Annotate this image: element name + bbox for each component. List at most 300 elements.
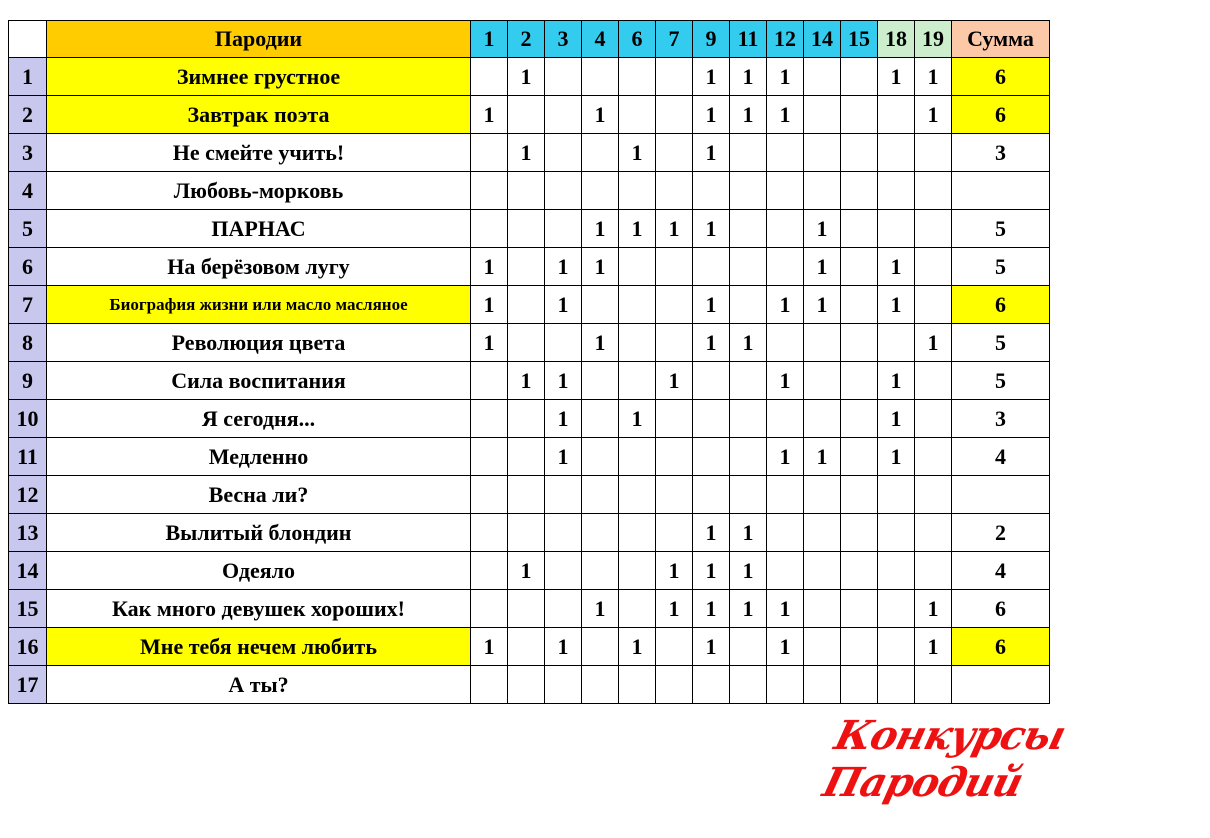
parody-title: Сила воспитания xyxy=(47,362,471,400)
vote-cell xyxy=(841,96,878,134)
parody-title: Весна ли? xyxy=(47,476,471,514)
vote-cell xyxy=(767,172,804,210)
parody-title: Не смейте учить! xyxy=(47,134,471,172)
table-row xyxy=(9,476,1050,514)
vote-cell xyxy=(508,438,545,476)
vote-cell xyxy=(656,172,693,210)
vote-cell xyxy=(878,96,915,134)
table-row xyxy=(9,286,1050,324)
vote-cell: 1 xyxy=(730,96,767,134)
parody-title: Любовь-морковь xyxy=(47,172,471,210)
parody-title: На берёзовом лугу xyxy=(47,248,471,286)
sum-cell: 6 xyxy=(952,96,1050,134)
vote-cell xyxy=(619,248,656,286)
vote-cell: 1 xyxy=(878,58,915,96)
vote-cell: 1 xyxy=(471,628,508,666)
table-row xyxy=(9,590,1050,628)
vote-cell xyxy=(471,172,508,210)
row-number: 11 xyxy=(9,438,47,476)
vote-cell xyxy=(656,666,693,704)
table-row xyxy=(9,248,1050,286)
vote-cell: 1 xyxy=(619,400,656,438)
vote-cell xyxy=(619,58,656,96)
vote-cell: 1 xyxy=(693,286,730,324)
vote-cell xyxy=(545,666,582,704)
vote-cell xyxy=(730,362,767,400)
sum-cell xyxy=(952,666,1050,704)
vote-cell xyxy=(656,286,693,324)
vote-cell xyxy=(619,438,656,476)
vote-cell xyxy=(804,590,841,628)
vote-cell xyxy=(471,590,508,628)
vote-cell xyxy=(508,628,545,666)
vote-cell xyxy=(878,666,915,704)
row-number: 10 xyxy=(9,400,47,438)
vote-cell xyxy=(471,362,508,400)
sum-cell: 4 xyxy=(952,552,1050,590)
row-number: 16 xyxy=(9,628,47,666)
parody-title: Я сегодня... xyxy=(47,400,471,438)
vote-cell: 1 xyxy=(767,96,804,134)
vote-cell xyxy=(619,590,656,628)
vote-cell xyxy=(619,514,656,552)
vote-cell: 1 xyxy=(545,400,582,438)
vote-cell: 1 xyxy=(767,438,804,476)
vote-cell xyxy=(508,210,545,248)
sum-cell: 5 xyxy=(952,248,1050,286)
parody-title: А ты? xyxy=(47,666,471,704)
row-number: 15 xyxy=(9,590,47,628)
sum-cell: 5 xyxy=(952,210,1050,248)
vote-cell xyxy=(508,400,545,438)
parody-title: Завтрак поэта xyxy=(47,96,471,134)
vote-cell xyxy=(804,552,841,590)
judge-header: 14 xyxy=(804,21,841,58)
table-row xyxy=(9,96,1050,134)
vote-cell: 1 xyxy=(656,552,693,590)
vote-cell: 1 xyxy=(878,248,915,286)
parody-title: ПАРНАС xyxy=(47,210,471,248)
vote-cell xyxy=(545,590,582,628)
vote-cell xyxy=(804,172,841,210)
row-number: 7 xyxy=(9,286,47,324)
vote-cell xyxy=(804,96,841,134)
table-row xyxy=(9,400,1050,438)
vote-cell xyxy=(508,514,545,552)
table-row xyxy=(9,134,1050,172)
judge-header: 7 xyxy=(656,21,693,58)
vote-cell xyxy=(804,362,841,400)
vote-cell: 1 xyxy=(730,590,767,628)
vote-cell xyxy=(471,210,508,248)
vote-cell xyxy=(508,172,545,210)
vote-cell xyxy=(841,324,878,362)
vote-cell xyxy=(693,362,730,400)
vote-cell: 1 xyxy=(582,248,619,286)
vote-cell: 1 xyxy=(471,96,508,134)
vote-cell xyxy=(767,400,804,438)
vote-cell xyxy=(471,134,508,172)
parody-title: Как много девушек хороших! xyxy=(47,590,471,628)
vote-cell xyxy=(582,172,619,210)
vote-cell xyxy=(656,58,693,96)
vote-cell: 1 xyxy=(915,628,952,666)
judge-header: 9 xyxy=(693,21,730,58)
row-number: 5 xyxy=(9,210,47,248)
vote-cell xyxy=(693,248,730,286)
vote-cell xyxy=(767,210,804,248)
vote-cell xyxy=(841,590,878,628)
vote-cell: 1 xyxy=(915,590,952,628)
parody-title: Зимнее грустное xyxy=(47,58,471,96)
sum-cell: 3 xyxy=(952,400,1050,438)
vote-cell xyxy=(582,438,619,476)
vote-cell xyxy=(508,590,545,628)
vote-cell: 1 xyxy=(693,552,730,590)
vote-cell xyxy=(841,514,878,552)
table-body xyxy=(9,58,1050,704)
sum-cell: 6 xyxy=(952,590,1050,628)
judge-header: 18 xyxy=(878,21,915,58)
vote-cell xyxy=(804,58,841,96)
vote-cell: 1 xyxy=(767,362,804,400)
vote-cell xyxy=(767,248,804,286)
vote-cell xyxy=(582,58,619,96)
vote-cell: 1 xyxy=(545,286,582,324)
vote-cell xyxy=(656,476,693,514)
vote-cell xyxy=(508,96,545,134)
vote-cell xyxy=(730,666,767,704)
vote-cell: 1 xyxy=(508,134,545,172)
parody-title: Вылитый блондин xyxy=(47,514,471,552)
sum-cell: 6 xyxy=(952,286,1050,324)
vote-cell xyxy=(545,324,582,362)
vote-cell xyxy=(693,172,730,210)
vote-cell: 1 xyxy=(693,134,730,172)
vote-cell xyxy=(841,58,878,96)
judge-header: 2 xyxy=(508,21,545,58)
vote-cell xyxy=(619,96,656,134)
vote-cell xyxy=(915,438,952,476)
table-row xyxy=(9,514,1050,552)
vote-cell xyxy=(841,134,878,172)
vote-cell xyxy=(545,514,582,552)
vote-cell xyxy=(471,476,508,514)
vote-cell xyxy=(545,58,582,96)
sum-cell: 4 xyxy=(952,438,1050,476)
table-row xyxy=(9,362,1050,400)
vote-cell: 1 xyxy=(804,210,841,248)
vote-cell xyxy=(545,210,582,248)
sum-cell: 5 xyxy=(952,362,1050,400)
vote-cell xyxy=(804,324,841,362)
row-number: 6 xyxy=(9,248,47,286)
vote-cell xyxy=(545,172,582,210)
vote-cell xyxy=(508,248,545,286)
vote-cell: 1 xyxy=(582,96,619,134)
vote-cell xyxy=(915,248,952,286)
judge-header: 15 xyxy=(841,21,878,58)
vote-cell xyxy=(841,248,878,286)
vote-cell: 1 xyxy=(471,324,508,362)
vote-cell xyxy=(508,286,545,324)
vote-cell: 1 xyxy=(471,248,508,286)
vote-cell xyxy=(878,552,915,590)
vote-cell: 1 xyxy=(508,552,545,590)
row-number: 12 xyxy=(9,476,47,514)
vote-cell: 1 xyxy=(878,400,915,438)
sum-cell xyxy=(952,172,1050,210)
sum-cell: 6 xyxy=(952,58,1050,96)
vote-cell: 1 xyxy=(582,210,619,248)
row-number: 2 xyxy=(9,96,47,134)
vote-cell xyxy=(656,248,693,286)
vote-cell: 1 xyxy=(545,438,582,476)
vote-cell xyxy=(841,628,878,666)
parody-title: Одеяло xyxy=(47,552,471,590)
vote-cell: 1 xyxy=(693,324,730,362)
judge-header: 3 xyxy=(545,21,582,58)
vote-cell: 1 xyxy=(767,286,804,324)
vote-cell xyxy=(582,476,619,514)
vote-cell: 1 xyxy=(730,552,767,590)
header-row xyxy=(9,21,1050,58)
sum-cell xyxy=(952,476,1050,514)
sum-cell: 2 xyxy=(952,514,1050,552)
parody-title: Медленно xyxy=(47,438,471,476)
vote-cell xyxy=(582,666,619,704)
vote-cell xyxy=(693,438,730,476)
vote-cell: 1 xyxy=(804,438,841,476)
vote-cell xyxy=(582,286,619,324)
vote-cell xyxy=(878,476,915,514)
judge-header: 1 xyxy=(471,21,508,58)
vote-cell xyxy=(804,514,841,552)
vote-cell xyxy=(841,476,878,514)
vote-cell: 1 xyxy=(878,286,915,324)
vote-cell: 1 xyxy=(508,362,545,400)
judge-header: 11 xyxy=(730,21,767,58)
vote-cell xyxy=(915,666,952,704)
vote-cell xyxy=(878,628,915,666)
vote-cell xyxy=(804,666,841,704)
row-number: 13 xyxy=(9,514,47,552)
vote-cell xyxy=(471,438,508,476)
vote-cell xyxy=(767,552,804,590)
vote-cell xyxy=(804,134,841,172)
row-number: 8 xyxy=(9,324,47,362)
judge-header: 19 xyxy=(915,21,952,58)
vote-cell xyxy=(915,172,952,210)
vote-cell xyxy=(471,58,508,96)
vote-cell xyxy=(619,172,656,210)
vote-cell xyxy=(841,400,878,438)
row-number: 9 xyxy=(9,362,47,400)
table-row xyxy=(9,172,1050,210)
vote-cell: 1 xyxy=(878,362,915,400)
vote-cell xyxy=(619,324,656,362)
vote-cell: 1 xyxy=(693,590,730,628)
vote-cell: 1 xyxy=(693,628,730,666)
vote-cell: 1 xyxy=(471,286,508,324)
vote-cell: 1 xyxy=(619,628,656,666)
vote-cell xyxy=(693,400,730,438)
vote-cell xyxy=(471,552,508,590)
parody-title: Биография жизни или масло масляное xyxy=(47,286,471,324)
vote-cell: 1 xyxy=(730,324,767,362)
vote-cell xyxy=(767,476,804,514)
vote-cell: 1 xyxy=(915,324,952,362)
vote-cell xyxy=(841,210,878,248)
judge-header: 12 xyxy=(767,21,804,58)
vote-cell xyxy=(471,514,508,552)
vote-cell xyxy=(582,134,619,172)
vote-cell xyxy=(767,666,804,704)
vote-cell xyxy=(730,628,767,666)
vote-cell: 1 xyxy=(730,58,767,96)
vote-cell xyxy=(545,134,582,172)
table-row xyxy=(9,58,1050,96)
vote-cell xyxy=(471,666,508,704)
vote-cell xyxy=(508,666,545,704)
vote-cell xyxy=(656,628,693,666)
vote-cell: 1 xyxy=(767,590,804,628)
vote-cell xyxy=(508,476,545,514)
vote-cell xyxy=(656,400,693,438)
vote-cell xyxy=(619,286,656,324)
vote-cell: 1 xyxy=(915,58,952,96)
table-row xyxy=(9,628,1050,666)
row-number: 14 xyxy=(9,552,47,590)
vote-cell xyxy=(730,400,767,438)
vote-cell xyxy=(915,286,952,324)
vote-cell xyxy=(915,552,952,590)
vote-cell: 1 xyxy=(693,514,730,552)
vote-cell: 1 xyxy=(545,362,582,400)
vote-cell xyxy=(730,248,767,286)
sum-header: Сумма xyxy=(952,21,1050,58)
row-number: 4 xyxy=(9,172,47,210)
vote-cell: 1 xyxy=(767,628,804,666)
table-row xyxy=(9,324,1050,362)
vote-cell xyxy=(619,666,656,704)
vote-cell xyxy=(545,476,582,514)
vote-cell xyxy=(545,552,582,590)
vote-cell xyxy=(619,552,656,590)
vote-cell xyxy=(656,134,693,172)
vote-cell xyxy=(656,438,693,476)
vote-cell xyxy=(730,210,767,248)
vote-cell xyxy=(915,400,952,438)
vote-cell: 1 xyxy=(878,438,915,476)
vote-cell: 1 xyxy=(545,248,582,286)
judge-header: 6 xyxy=(619,21,656,58)
vote-cell xyxy=(656,514,693,552)
vote-cell xyxy=(619,362,656,400)
table-row xyxy=(9,552,1050,590)
vote-cell xyxy=(878,210,915,248)
vote-cell: 1 xyxy=(582,324,619,362)
vote-cell xyxy=(693,476,730,514)
vote-cell xyxy=(915,476,952,514)
vote-cell xyxy=(841,552,878,590)
vote-cell xyxy=(471,400,508,438)
table-row xyxy=(9,438,1050,476)
vote-cell xyxy=(878,172,915,210)
sum-cell: 6 xyxy=(952,628,1050,666)
corner-cell xyxy=(9,21,47,58)
vote-cell xyxy=(841,286,878,324)
vote-cell xyxy=(841,172,878,210)
vote-cell xyxy=(804,628,841,666)
vote-cell xyxy=(656,96,693,134)
vote-cell: 1 xyxy=(693,58,730,96)
vote-cell xyxy=(915,210,952,248)
vote-cell: 1 xyxy=(656,362,693,400)
vote-cell xyxy=(915,134,952,172)
vote-cell xyxy=(693,666,730,704)
vote-cell xyxy=(841,362,878,400)
vote-cell: 1 xyxy=(915,96,952,134)
vote-cell xyxy=(545,96,582,134)
sum-cell: 5 xyxy=(952,324,1050,362)
vote-cell: 1 xyxy=(582,590,619,628)
vote-cell xyxy=(656,324,693,362)
vote-cell: 1 xyxy=(508,58,545,96)
vote-cell: 1 xyxy=(804,248,841,286)
vote-cell xyxy=(730,172,767,210)
vote-cell xyxy=(804,400,841,438)
parody-title: Мне тебя нечем любить xyxy=(47,628,471,666)
vote-cell: 1 xyxy=(619,134,656,172)
vote-cell xyxy=(878,590,915,628)
judge-header: 4 xyxy=(582,21,619,58)
vote-cell xyxy=(841,666,878,704)
row-number: 17 xyxy=(9,666,47,704)
vote-cell xyxy=(730,134,767,172)
vote-cell xyxy=(915,362,952,400)
vote-cell xyxy=(767,324,804,362)
vote-cell: 1 xyxy=(545,628,582,666)
row-number: 3 xyxy=(9,134,47,172)
parody-vote-table xyxy=(8,20,1050,704)
vote-cell xyxy=(841,438,878,476)
vote-cell xyxy=(767,134,804,172)
vote-cell xyxy=(582,628,619,666)
table-row xyxy=(9,666,1050,704)
table-row xyxy=(9,210,1050,248)
vote-cell: 1 xyxy=(693,210,730,248)
parody-title: Революция цвета xyxy=(47,324,471,362)
vote-cell xyxy=(582,362,619,400)
vote-cell: 1 xyxy=(730,514,767,552)
vote-cell xyxy=(619,476,656,514)
vote-cell xyxy=(878,134,915,172)
vote-cell xyxy=(915,514,952,552)
vote-cell xyxy=(730,286,767,324)
parodies-header: Пародии xyxy=(47,21,471,58)
vote-cell: 1 xyxy=(619,210,656,248)
vote-cell xyxy=(767,514,804,552)
vote-cell: 1 xyxy=(693,96,730,134)
vote-cell xyxy=(730,438,767,476)
vote-cell xyxy=(508,324,545,362)
vote-cell xyxy=(878,514,915,552)
vote-cell: 1 xyxy=(767,58,804,96)
vote-cell: 1 xyxy=(656,210,693,248)
vote-cell xyxy=(582,552,619,590)
sum-cell: 3 xyxy=(952,134,1050,172)
